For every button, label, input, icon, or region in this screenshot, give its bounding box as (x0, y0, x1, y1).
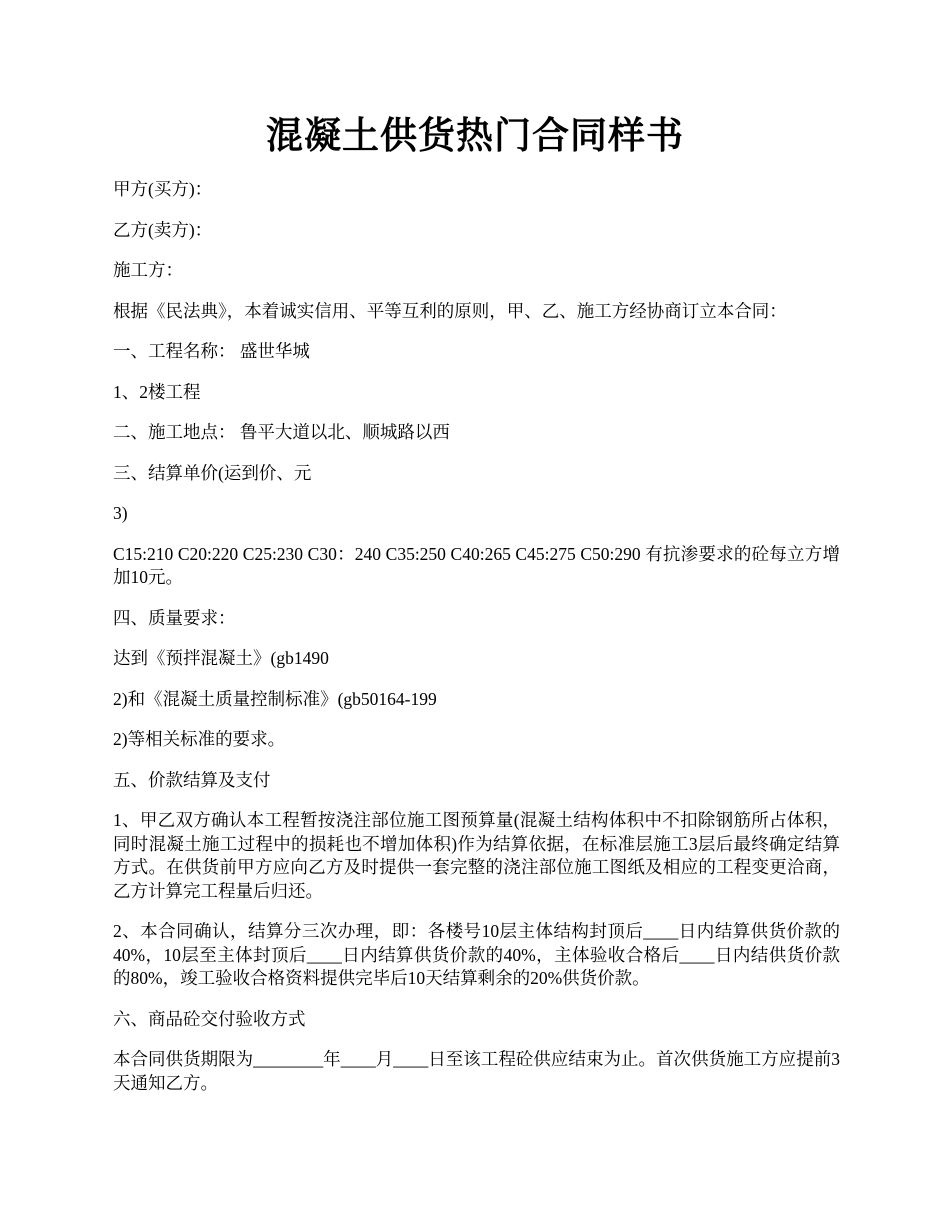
section-3-continuation: 3) (113, 503, 128, 523)
section-5-heading: 五、价款结算及支付 (113, 769, 271, 790)
quality-standard-line: 2)和《混凝土质量控制标准》(gb50164-199 (113, 688, 437, 709)
section-6-heading: 六、商品砼交付验收方式 (113, 1008, 306, 1029)
document-body (113, 178, 840, 1112)
quality-standard-line: 2)等相关标准的要求。 (113, 729, 286, 749)
section-1-heading: 一、工程名称： 盛世华城 (113, 341, 310, 361)
section-4-heading: 四、质量要求： (113, 607, 236, 628)
settlement-clause-2: 2、本合同确认，结算分三次办理，即：各楼号10层主体结构封顶后____日内结算供货价款的40%，10层至主体封顶后____日内结算供货价款的40%，主体验收合格后____日内结供货价款的80%，竣工验收合格资料提供完毕后10天结算剩余的20%供货价款。 (113, 921, 840, 988)
contractor-line: 施工方： (113, 260, 183, 280)
supply-period-paragraph: 本合同供货期限为________年____月____日至该工程砼供应结束为止。首次供货施工方应提前3天通知乙方。 (113, 1049, 840, 1093)
section-1-item: 1、2楼工程 (113, 381, 201, 402)
party-a-line: 甲方(买方)： (113, 179, 213, 199)
settlement-clause-1: 1、甲乙双方确认本工程暂按浇注部位施工图预算量(混凝土结构体积中不扣除钢筋所占体积，同时混凝土施工过程中的损耗也不增加体积)作为结算依据，在标准层施工3层后最终确定结算方式。在供货前甲方应向乙方及时提供一套完整的浇注部位施工图纸及相应的工程变更洽商，乙方计算完工程量后归还。 (113, 810, 840, 901)
price-list-paragraph: C15:210 C20:220 C25:230 C30：240 C35:250 C40:265 C45:275 C50:290 有抗渗要求的砼每立方增加10元。 (113, 543, 840, 587)
party-b-line: 乙方(卖方)： (113, 219, 213, 240)
document-title: 混凝土供货热门合同样书 (266, 116, 684, 157)
section-3-heading: 三、结算单价(运到价、元 (113, 462, 312, 483)
quality-standard-line: 达到《预拌混凝土》(gb1490 (113, 648, 329, 668)
preamble-paragraph: 根据《民法典》，本着诚实信用、平等互利的原则，甲、乙、施工方经协商订立本合同： (113, 300, 787, 321)
section-2-heading: 二、施工地点： 鲁平大道以北、顺城路以西 (113, 422, 450, 442)
